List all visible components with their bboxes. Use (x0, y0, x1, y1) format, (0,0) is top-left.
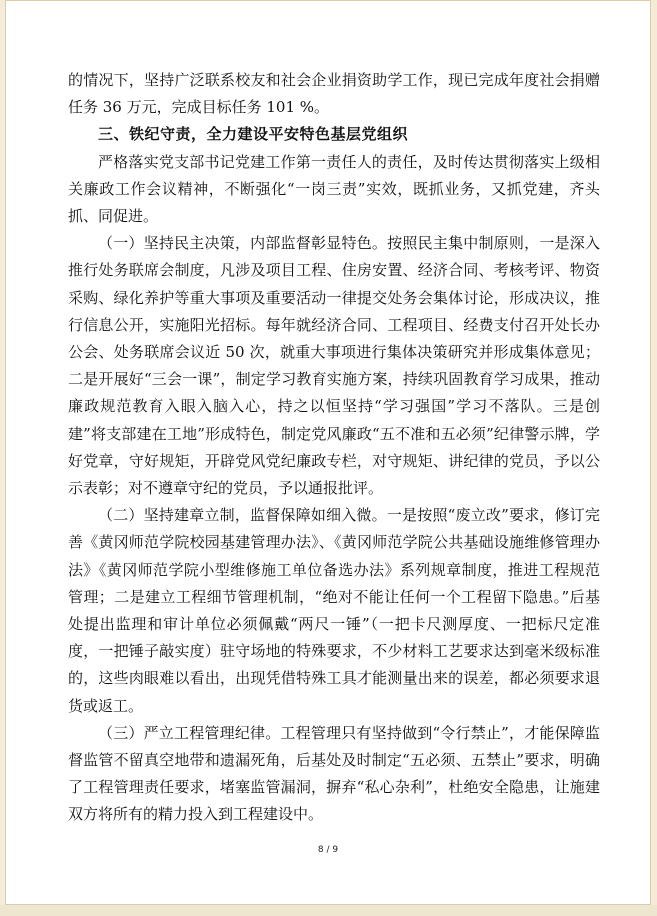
paragraph-item-1: （一）坚持民主决策，内部监督彰显特色。按照民主集中制原则，一是深入推行处务联席会制度，凡涉及项目工程、住房安置、经济合同、考核考评、物资采购、绿化养护等重大事项及重要活动一律提交处务会集体讨论，形成决议，推行信息公开，实施阳光招标。每年就经济合同、工程项目、经费支付召开处长办公会、处务联席会议近 50 次，就重大事项进行集体决策研究并形成集体意见；二是开展好“三会一课”，制定学习教育实施方案，持续巩固教育学习成果，推动廉政规范教育入眼入脑入心，持之以恒坚持“学习强国”学习不落队。三是创建”将支部建在工地”形成特色，制定党风廉政“五不准和五必须”纪律警示牌，学好党章，守好规矩，开辟党风党纪廉政专栏，对守规矩、讲纪律的党员，予以公示表彰；对不遵章守纪的党员，予以通报批评。 (68, 234, 600, 498)
page-content (68, 67, 600, 829)
paragraph-item-2: （二）坚持建章立制，监督保障如细入微。一是按照“废立改”要求，修订完善《黄冈师范学院校园基建管理办法》、《黄冈师范学院公共基础设施维修管理办法》《黄冈师范学院小型维修施工单位备选办法》系列规章制度，推进工程规范管理；二是建立工程细节管理机制，“绝对不能让任何一个工程留下隐患。”后基处提出监理和审计单位必须佩戴“两尺一锤”（一把卡尺测厚度、一把标尺定准度，一把锤子敲实度）驻守场地的特殊要求，不少材料工艺要求达到毫米级标准的，这些肉眼难以看出，出现凭借特殊工具才能测量出来的误差，都必须要求退货或返工。 (68, 506, 600, 715)
section-heading: 三、铁纪守责，全力建设平安特色基层党组织 (98, 125, 409, 144)
paragraph-intro: 严格落实党支部书记党建工作第一责任人的责任，及时传达贯彻落实上级相关廉政工作会议精神，不断强化“一岗三责”实效，既抓业务，又抓党建，齐头抓、同促进。 (68, 152, 600, 226)
paragraph-item-3: （三）严立工程管理纪律。工程管理只有坚持做到“令行禁止”，才能保障监督监管不留真空地带和遗漏死角，后基处及时制定“五必须、五禁止”要求，明确了工程管理责任要求，堵塞监管漏洞，摒弃“私心杂利”，杜绝安全隐患，让施建双方将所有的精力投入到工程建设中。 (68, 723, 600, 824)
paragraph-continuation: 的情况下，坚持广泛联系校友和社会企业捐资助学工作，现已完成年度社会捐赠任务 36 万元，完成目标任务 101 %。 (68, 71, 600, 117)
document-page (5, 0, 651, 905)
page-number: 8 / 9 (317, 845, 339, 855)
viewer-background-strip (0, 905, 657, 916)
